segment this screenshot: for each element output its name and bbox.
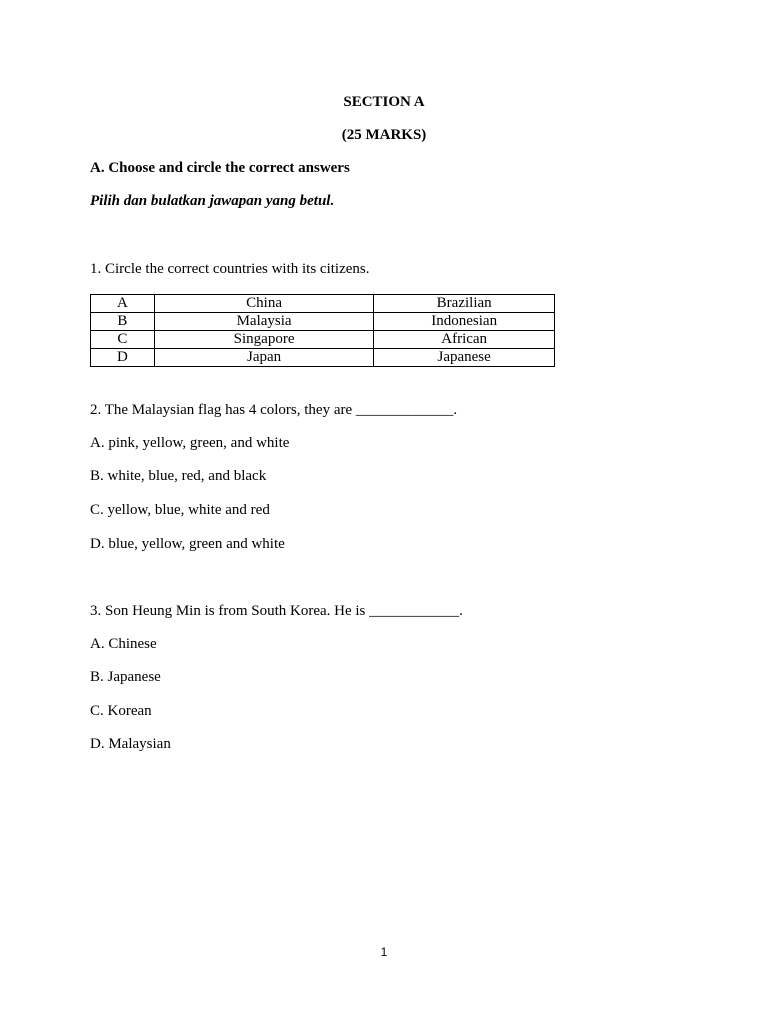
question-3-option-c[interactable]: C. Korean (90, 703, 152, 719)
table-row (91, 331, 555, 349)
citizen-cell[interactable]: Japanese (374, 349, 555, 367)
question-2-option-c[interactable]: C. yellow, blue, white and red (90, 502, 270, 518)
instruction-malay: Pilih dan bulatkan jawapan yang betul. (90, 193, 335, 209)
instruction-english: A. Choose and circle the correct answers (90, 160, 350, 176)
country-cell[interactable]: China (154, 295, 374, 313)
question-2-option-a[interactable]: A. pink, yellow, green, and white (90, 435, 290, 451)
option-letter[interactable]: B (91, 313, 155, 331)
country-cell[interactable]: Singapore (154, 331, 374, 349)
table-row (91, 295, 555, 313)
option-letter[interactable]: C (91, 331, 155, 349)
citizen-cell[interactable]: Brazilian (374, 295, 555, 313)
question-1-prompt: 1. Circle the correct countries with its citizens. (90, 261, 370, 277)
countries-citizens-table (90, 294, 555, 367)
question-2-option-b[interactable]: B. white, blue, red, and black (90, 468, 267, 484)
page-number: 1 (380, 945, 388, 959)
option-letter[interactable]: A (91, 295, 155, 313)
citizen-cell[interactable]: African (374, 331, 555, 349)
marks-label: (25 MARKS) (341, 127, 427, 143)
question-2-prompt: 2. The Malaysian flag has 4 colors, they are _____________. (90, 402, 458, 418)
question-3-prompt: 3. Son Heung Min is from South Korea. He is ____________. (90, 603, 463, 619)
question-3-option-a[interactable]: A. Chinese (90, 636, 157, 652)
question-3-option-d[interactable]: D. Malaysian (90, 736, 171, 752)
country-cell[interactable]: Malaysia (154, 313, 374, 331)
question-3-option-b[interactable]: B. Japanese (90, 669, 161, 685)
section-title: SECTION A (343, 94, 425, 110)
option-letter[interactable]: D (91, 349, 155, 367)
table-row (91, 313, 555, 331)
table-row (91, 349, 555, 367)
question-2-option-d[interactable]: D. blue, yellow, green and white (90, 536, 285, 552)
country-cell[interactable]: Japan (154, 349, 374, 367)
citizen-cell[interactable]: Indonesian (374, 313, 555, 331)
